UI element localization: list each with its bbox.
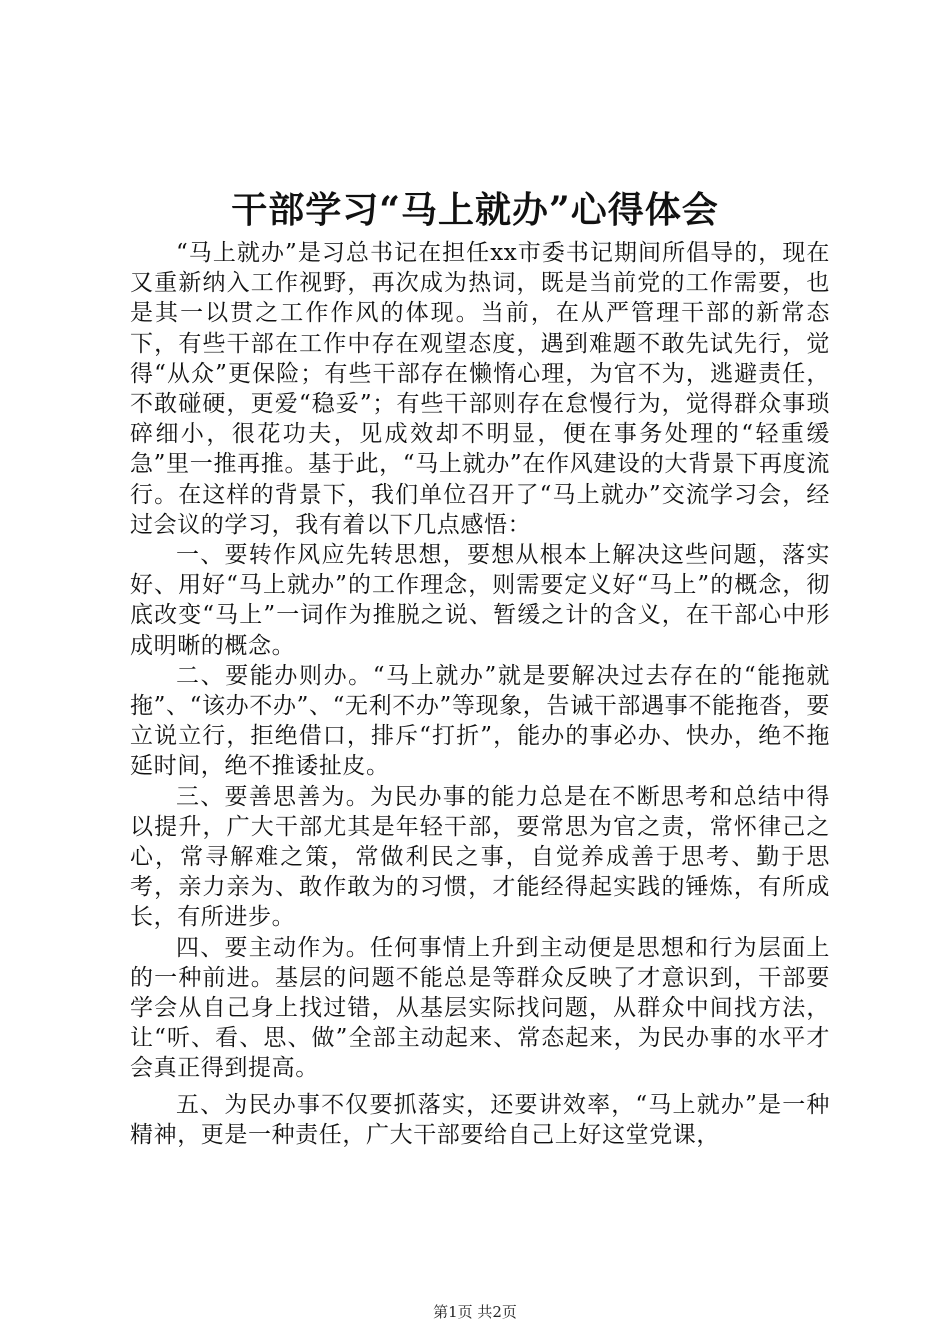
document-body (130, 238, 830, 1150)
paragraph-point-1: 一、要转作风应先转思想，要想从根本上解决这些问题，落实好、用好“马上就办”的工作理念，则需要定义好“马上”的概念，彻底改变“马上”一词作为推脱之说、暂缓之计的含义，在干部心中形成明晰的概念。 (130, 542, 830, 659)
paragraph-point-3: 三、要善思善为。为民办事的能力总是在不断思考和总结中得以提升，广大干部尤其是年轻干部，要常思为官之责，常怀律己之心，常寻解难之策，常做利民之事，自觉养成善于思考、勤于思考，亲力亲为、敢作敢为的习惯，才能经得起实践的锤炼，有所成长，有所进步。 (130, 783, 830, 931)
page-number-footer: 第1页 共2页 (433, 1303, 517, 1321)
document-title: 干部学习“马上就办”心得体会 (231, 189, 719, 231)
paragraph-point-2: 二、要能办则办。“马上就办”就是要解决过去存在的“能拖就拖”、“该办不办”、“无利不办”等现象，告诫干部遇事不能拖沓，要立说立行，拒绝借口，排斥“打折”，能办的事必办、快办，绝不拖延时间，绝不推诿扯皮。 (130, 662, 830, 780)
paragraph-point-4: 四、要主动作为。任何事情上升到主动便是思想和行为层面上的一种前进。基层的问题不能总是等群众反映了才意识到，干部要学会从自己身上找过错，从基层实际找问题，从群众中间找方法，让“听、看、思、做”全部主动起来、常态起来，为民办事的水平才会真正得到提高。 (130, 934, 830, 1082)
paragraph-intro: “马上就办”是习总书记在担任xx市委书记期间所倡导的，现在又重新纳入工作视野，再次成为热词，既是当前党的工作需要，也是其一以贯之工作作风的体现。当前，在从严管理干部的新常态下，有些干部在工作中存在观望态度，遇到难题不敢先试先行，觉得“从众”更保险；有些干部存在懒惰心理，为官不为，逃避责任，不敢碰硬，更爱“稳妥”；有些干部则存在怠慢行为，觉得群众事琐碎细小，很花功夫，见成效却不明显，便在事务处理的“轻重缓急”里一推再推。基于此，“马上就办”在作风建设的大背景下再度流行。在这样的背景下，我们单位召开了“马上就办”交流学习会，经过会议的学习，我有着以下几点感悟： (130, 240, 830, 538)
paragraph-point-5: 五、为民办事不仅要抓落实，还要讲效率，“马上就办”是一种精神，更是一种责任，广大干部要给自己上好这堂党课， (130, 1091, 830, 1148)
